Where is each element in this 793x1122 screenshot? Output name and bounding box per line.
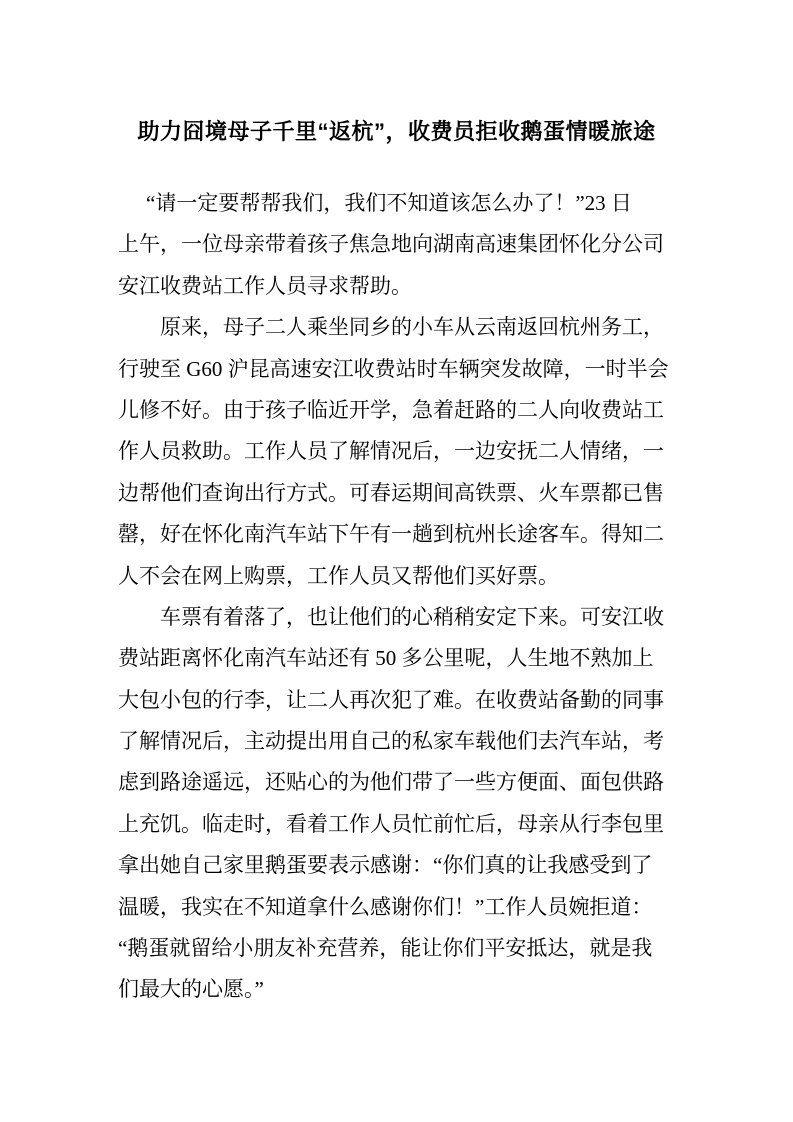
text-line: 车票有着落了，也让他们的心稍稍安定下来。可安江收 (160, 604, 664, 629)
paragraph-2 (118, 307, 718, 597)
text-line: 安江收费站工作人员寻求帮助。 (118, 273, 412, 298)
text-line: 上午，一位母亲带着孩子焦急地向湖南高速集团怀化分公司 (118, 232, 664, 257)
text-line: 费站距离怀化南汽车站还有 50 多公里呢，人生地不熟加上 (118, 646, 654, 671)
text-line: 作人员救助。工作人员了解情况后，一边安抚二人情绪，一 (118, 439, 664, 464)
paragraph-3 (118, 597, 718, 1011)
text-line: 罄，好在怀化南汽车站下午有一趟到杭州长途客车。得知二 (118, 522, 664, 547)
paragraph-1 (118, 183, 718, 307)
text-line: 大包小包的行李，让二人再次犯了难。在收费站备勤的同事 (118, 687, 664, 712)
text-line: 拿出她自己家里鹅蛋要表示感谢：“你们真的让我感受到了 (118, 853, 653, 878)
text-line: “请一定要帮帮我们，我们不知道该怎么办了！”23 日 (146, 191, 632, 215)
text-line: 了解情况后，主动提出用自己的私家车载他们去汽车站，考 (118, 729, 664, 754)
text-line: 行驶至 G60 沪昆高速安江收费站时车辆突发故障，一时半会 (118, 356, 669, 381)
text-line: 边帮他们查询出行方式。可春运期间高铁票、火车票都已售 (118, 480, 664, 505)
text-line: 虑到路途遥远，还贴心的为他们带了一些方便面、面包供路 (118, 770, 664, 795)
article-title: 助力囧境母子千里“返杭”，收费员拒收鹅蛋情暖旅途 (137, 118, 656, 144)
text-line: 原来，母子二人乘坐同乡的小车从云南返回杭州务工， (160, 315, 664, 340)
text-line: 人不会在网上购票，工作人员又帮他们买好票。 (118, 563, 559, 588)
text-line: 温暖，我实在不知道拿什么感谢你们！”工作人员婉拒道： (118, 894, 653, 919)
article-body (118, 183, 718, 1011)
text-line: “鹅蛋就留给小朋友补充营养，能让你们平安抵达，就是我 (118, 936, 653, 961)
text-line: 上充饥。临走时，看着工作人员忙前忙后，母亲从行李包里 (118, 811, 664, 836)
text-line: 们最大的心愿。” (118, 977, 264, 1002)
text-line: 儿修不好。由于孩子临近开学，急着赶路的二人向收费站工 (118, 397, 664, 422)
